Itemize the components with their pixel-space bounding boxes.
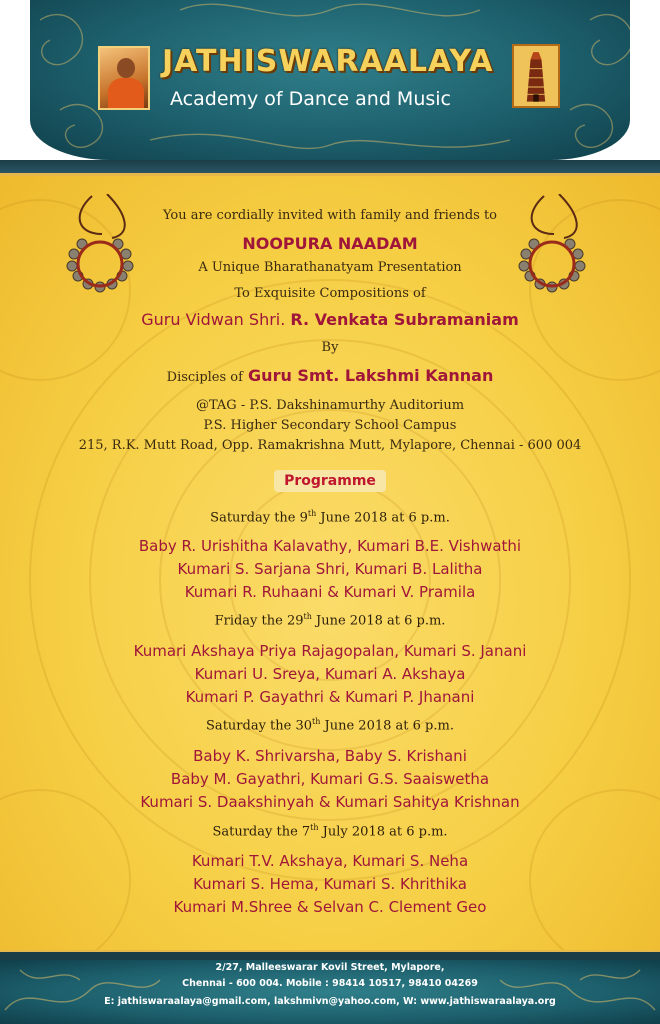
guru-portrait-image [98,46,150,110]
composer-line [0,310,660,329]
disciples-line [0,366,660,385]
venue-address: 215, R.K. Mutt Road, Opp. Ramakrishna Mutt, Mylapore, Chennai - 600 004 [78,438,582,453]
performers-line: Kumari S. Daakshinyah & Kumari Sahitya Krishnan [140,793,520,811]
performers-line: Kumari P. Gayathri & Kumari P. Jhanani [185,688,475,706]
card-bottom-border [0,950,660,960]
footer-address: 2/27, Malleeswarar Kovil Street, Mylapore, [215,962,445,973]
event-name: NOOPURA NAADAM [242,234,418,253]
performers-line: Kumari M.Shree & Selvan C. Clement Geo [173,898,487,916]
compositions-line: To Exquisite Compositions of [234,286,426,301]
performers-line: Kumari U. Sreya, Kumari A. Akshaya [194,665,466,683]
performers-line: Kumari S. Sarjana Shri, Kumari B. Lalitha [177,560,483,578]
footer-contact: E: jathiswaraalaya@gmail.com, lakshmivn@yahoo.com, W: www.jathiswaraalaya.org [104,996,556,1007]
header-banner [30,0,630,160]
composer-name: R. Venkata Subramaniam [290,310,519,329]
invitation-card [0,160,660,960]
venue-auditorium: @TAG - P.S. Dakshinamurthy Auditorium [195,398,465,413]
footer-banner [0,960,660,1024]
programme-date-2: Friday the 29th June 2018 at 6 p.m. [214,612,446,629]
performers-line: Kumari T.V. Akshaya, Kumari S. Neha [191,852,469,870]
performers-line: Baby K. Shrivarsha, Baby S. Krishani [193,747,467,765]
temple-gopuram-icon [512,44,560,108]
performers-line: Kumari S. Hema, Kumari S. Khrithika [193,875,467,893]
by-line: By [321,340,339,355]
disciples-prefix: Disciples of [166,370,243,385]
performers-line: Kumari R. Ruhaani & Kumari V. Pramila [184,583,476,601]
performers-line: Baby M. Gayathri, Kumari G.S. Saaiswetha [170,770,490,788]
performers-line: Kumari Akshaya Priya Rajagopalan, Kumari S. Janani [133,642,527,660]
performers-line: Baby R. Urishitha Kalavathy, Kumari B.E. Vishwathi [138,537,522,555]
venue-campus: P.S. Higher Secondary School Campus [203,418,457,433]
footer-phone: Chennai - 600 004. Mobile : 98414 10517, 98410 04269 [182,978,478,989]
academy-subtitle: Academy of Dance and Music [170,88,451,110]
programme-date-3: Saturday the 30th June 2018 at 6 p.m. [206,717,454,734]
guru-name: Guru Smt. Lakshmi Kannan [248,366,494,385]
programme-date-1: Saturday the 9th June 2018 at 6 p.m. [210,509,450,526]
composer-prefix: Guru Vidwan Shri. [141,310,286,329]
academy-title: JATHISWARAALAYA [162,44,494,79]
event-description: A Unique Bharathanatyam Presentation [198,260,462,275]
invite-intro: You are cordially invited with family and friends to [162,208,498,223]
programme-heading: Programme [274,470,386,492]
programme-date-4: Saturday the 7th July 2018 at 6 p.m. [212,823,448,840]
